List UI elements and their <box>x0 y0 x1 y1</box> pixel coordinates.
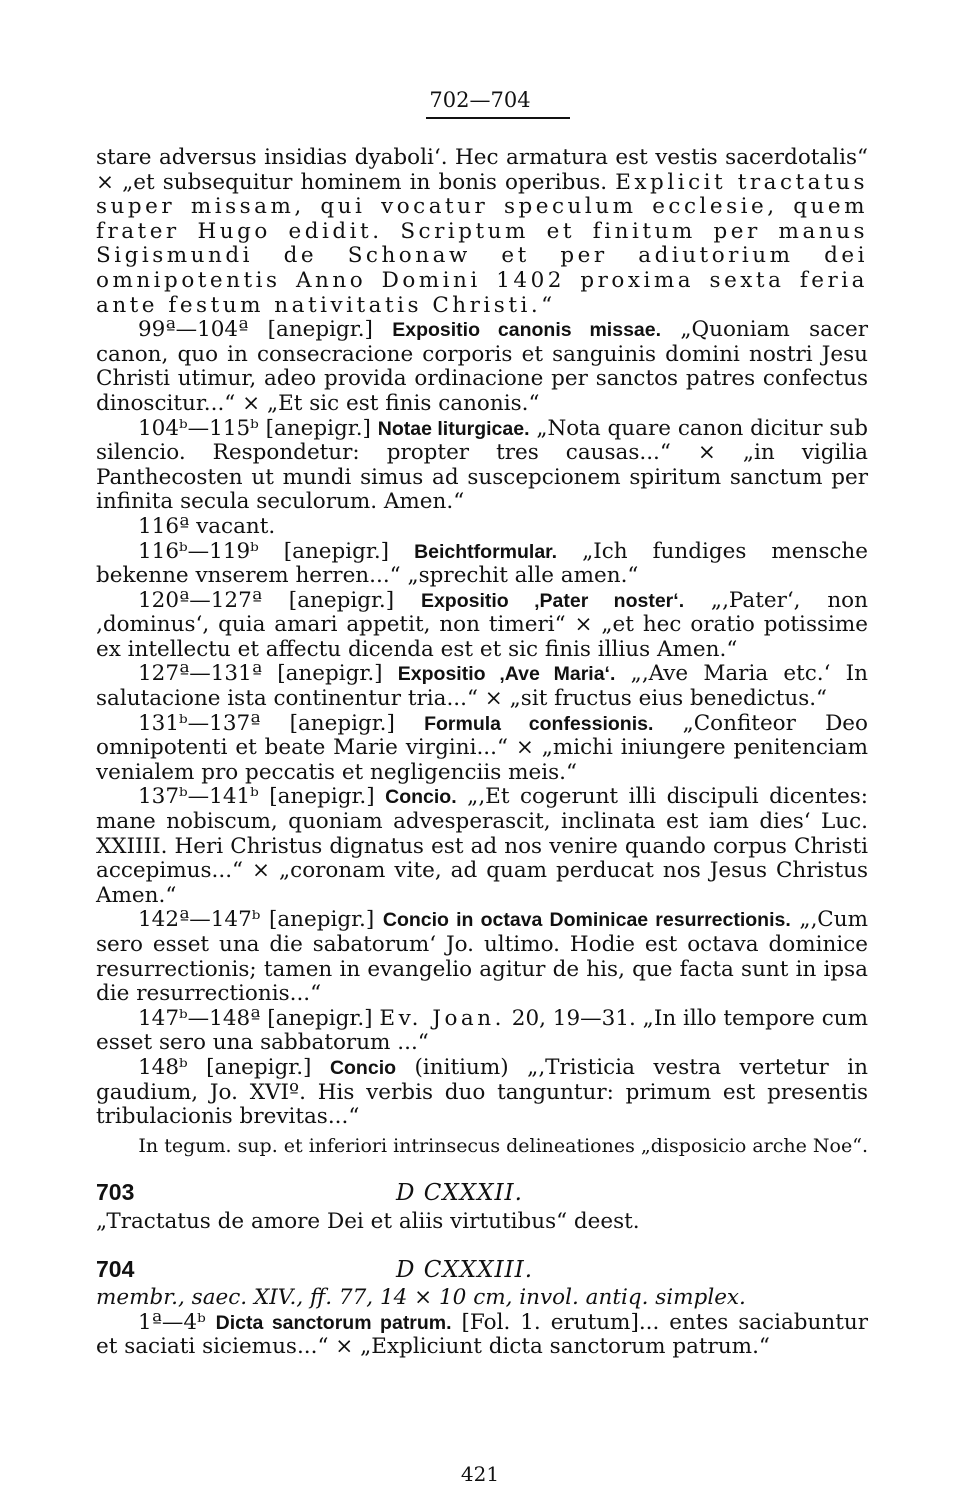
entry-signature: D CXXXII. <box>396 1180 523 1207</box>
entry-signature: D CXXXIII. <box>396 1256 534 1283</box>
entry-title: Concio. <box>385 786 457 809</box>
folio-range: 116ᵇ—119ᵇ [anepigr.] <box>138 538 415 564</box>
entry-text: „Nota quare canon dicitur sub silencio. Respondetur: propter tres causas...“ × „in vigilia Panthecosten ut mundi simus ad suscepcionem spiritum sanctum per infinita secula seculorum. Amen.“ <box>96 415 868 515</box>
entry-text: „Ich fundiges mensche bekenne vnserem herren...“ „sprechit alle amen.“ <box>96 538 868 589</box>
explicit-colophon: Explicit tractatus super missam, qui vocatur speculum ecclesie, quem frater Hugo edidit. Scriptum et finitum per manus Sigismundi de Schonaw et per adiutorium dei omnipotentis Anno Domini 1402 proxima sexta feria ante festum nativitatis Christi. <box>96 169 868 318</box>
entry-concio-octava <box>96 908 868 1006</box>
entry-text: „Confiteor Deo omnipotenti et beate Marie virgini...“ × „michi iniungere penitenciam venialem pro peccatis et negligenciis meis.“ <box>96 710 868 785</box>
entry-concio <box>96 785 868 908</box>
binding-note: In tegum. sup. et inferiori intrinsecus delineationes „disposicio arche Noe“. <box>138 1134 868 1157</box>
entry-title: Concio in octava Dominicae resurrectionis. <box>382 909 791 932</box>
entry-ave-maria <box>96 662 868 711</box>
entry-text: „‚Ave Maria etc.‘ In salutacione ista continentur tria...“ × „sit fructus eius benedictus.“ <box>96 661 868 712</box>
running-header: 702—704 <box>429 88 531 112</box>
entry-concio-initium <box>96 1056 868 1130</box>
entry-title: Beichtformular. <box>414 540 558 563</box>
entry-number: 703 <box>96 1179 135 1206</box>
entry-title: Expositio ‚Ave Maria‘. <box>397 663 616 686</box>
entry-vacant: 116ª vacant. <box>138 513 276 539</box>
entry-beichtformular <box>96 540 868 589</box>
entry-pater-noster <box>96 589 868 663</box>
folio-range: 1ª—4ᵇ <box>138 1309 216 1335</box>
entry-704-item <box>96 1311 868 1360</box>
entry-title: Concio <box>329 1056 397 1079</box>
entry-title: Expositio canonis missae. <box>392 319 662 342</box>
entry-title: Ev. Joan. <box>379 1005 505 1031</box>
entry-703-heading <box>96 1180 868 1206</box>
entry-title: Formula confessionis. <box>424 712 654 735</box>
folio-range: 127ª—131ª [anepigr.] <box>138 661 398 687</box>
entry-formula-confessionis <box>96 712 868 786</box>
explicit-text: stare adversus insidias dyaboli‘. Hec armatura est vestis sacerdotalis“ × „et subsequitur hominem in bonis operibus. <box>96 145 868 195</box>
entry-text: (initium) „‚Tristicia vestra vertetur in gaudium, Jo. XVIº. His verbis duo tanguntur: primum est presentis tribulacionis brevitas...“ <box>96 1054 868 1130</box>
entry-text: 20, 19—31. „In illo tempore cum esset sero una sabbatorum ...“ <box>96 1005 868 1056</box>
entry-text: „‚Et cogerunt illi discipuli dicentes: mane nobiscum, quoniam advesperascit, inclinata est iam dies‘ Luc. XXIIII. Heri Christus dignatus est ad nos venire quando corpus Christi accepimus...“ × „coronam vite, ad quam perducat nos Jesus Christus Amen.“ <box>96 784 868 908</box>
folio-range: 148ᵇ [anepigr.] <box>138 1054 330 1080</box>
folio-range: 137ᵇ—141ᵇ [anepigr.] <box>138 784 386 810</box>
entry-text: „‚Cum sero esset una die sabatorum‘ Jo. ultimo. Hodie est octava dominice resurrectionis; tamen in evangelio agitur de his, que facta sunt in ipsa die resurrectionis...“ <box>96 907 868 1007</box>
entry-title: Dicta sanctorum patrum. <box>215 1311 452 1334</box>
body-text <box>96 146 868 1360</box>
entry-number: 704 <box>96 1255 135 1282</box>
entry-expositio-canonis <box>96 318 868 416</box>
folio-range: 99ª—104ª [anepigr.] <box>138 317 393 343</box>
entry-notae-liturgicae <box>96 417 868 515</box>
page-number: 421 <box>460 1462 500 1486</box>
header-rule <box>426 117 570 119</box>
folio-range: 142ª—147ᵇ [anepigr.] <box>138 907 383 933</box>
explicit-close: “ <box>541 292 553 318</box>
folio-range: 131ᵇ—137ª [anepigr.] <box>138 710 425 736</box>
folio-range: 147ᵇ—148ª [anepigr.] <box>138 1005 380 1031</box>
entry-title: Notae liturgicae. <box>377 417 530 440</box>
entry-text: „Quoniam sacer canon, quo in consecracione corporis et sanguinis domini nostri Jesu Christi utimur, adeo provida ordinacione per sanctos patres confectus dinoscitur...“ × „Et sic est finis canonis.“ <box>96 317 869 416</box>
entry-703-text: „Tractatus de amore Dei et aliis virtutibus“ deest. <box>96 1208 640 1234</box>
entry-text: „‚Pater‘, non ‚dominus‘, quia amari appetit, non timeri“ × „et hec oratio potissime ex intellectu et affectu dicenda est et sic finis illius Amen.“ <box>96 587 868 662</box>
paragraph-explicit <box>96 146 868 318</box>
entry-title: Expositio ‚Pater noster‘. <box>420 589 685 612</box>
entry-text: [Fol. 1. erutum]... entes saciabuntur et saciati siciemus...“ × „Expliciunt dicta sanctorum patrum.“ <box>96 1309 869 1360</box>
entry-ev-joan <box>96 1007 868 1056</box>
folio-range: 104ᵇ—115ᵇ [anepigr.] <box>138 415 378 441</box>
entry-704-heading <box>96 1257 868 1283</box>
folio-range: 120ª—127ª [anepigr.] <box>138 587 421 613</box>
entry-704-description: membr., saec. XIV., ff. 77, 14 × 10 cm, invol. antiq. simplex. <box>96 1285 746 1311</box>
